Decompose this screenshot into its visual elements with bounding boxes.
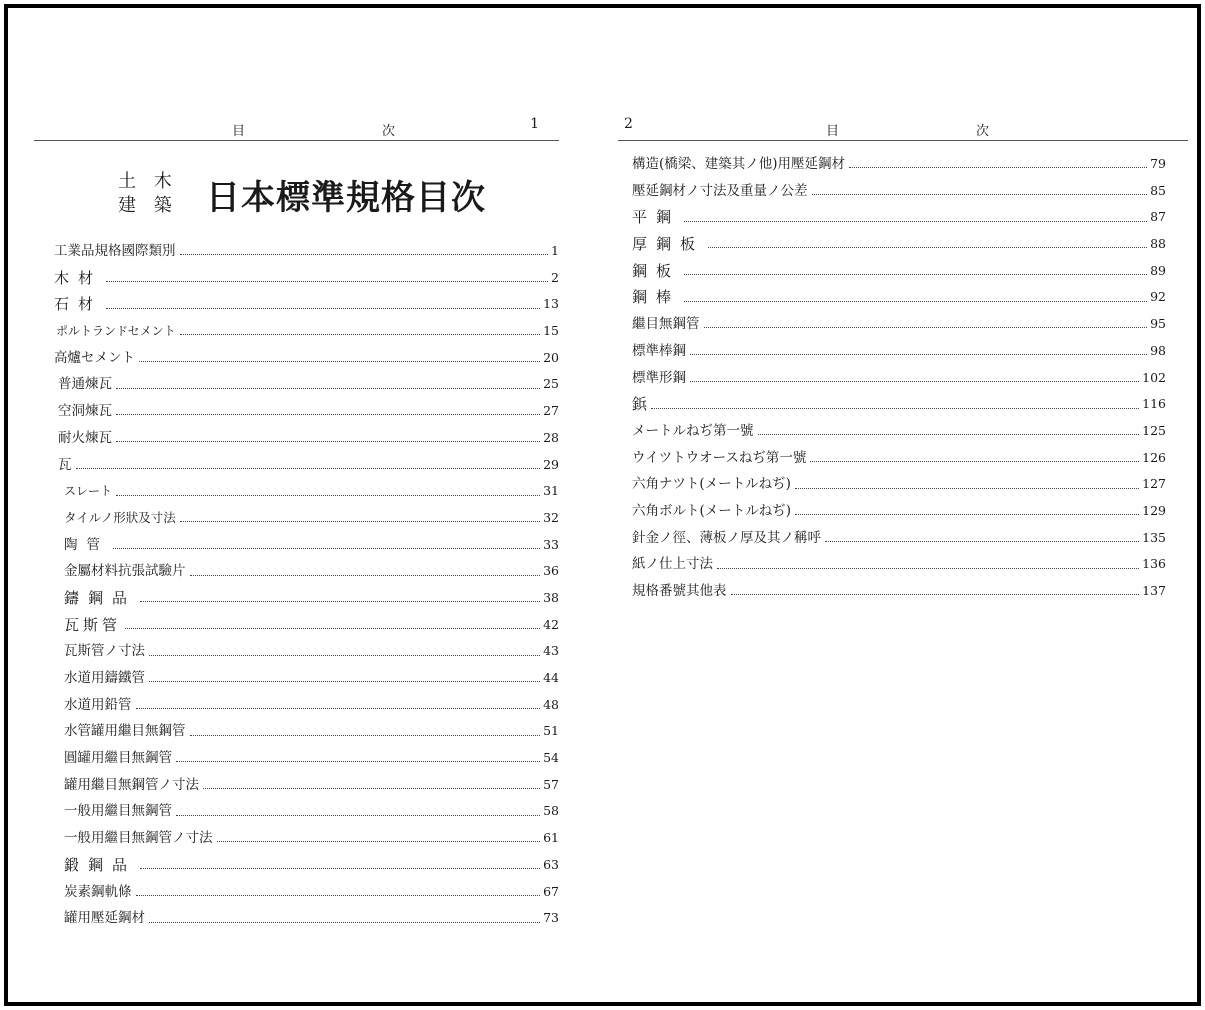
- left-page: [34, 8, 559, 998]
- toc-entry[interactable]: 壓延鋼材ノ寸法及重量ノ公差 85: [632, 182, 1166, 199]
- toc-entry[interactable]: 水管罐用繼目無鋼管 51: [64, 723, 559, 740]
- toc-entry[interactable]: 空洞煉瓦 27: [58, 403, 559, 420]
- page-title: 日本標準規格目次: [206, 178, 486, 218]
- right-page: [618, 8, 1188, 998]
- running-header-title: 目 次: [826, 124, 992, 139]
- toc-entry[interactable]: 針金ノ徑、薄板ノ厚及其ノ稱呼 135: [632, 529, 1166, 546]
- toc-list-left: [34, 238, 559, 932]
- toc-entry[interactable]: ウイツトウオースねぢ第一號 126: [632, 449, 1166, 466]
- toc-entry[interactable]: 構造(橋梁、建築其ノ他)用壓延鋼材 79: [632, 156, 1166, 172]
- toc-entry[interactable]: 瓦 29: [58, 456, 559, 473]
- toc-entry[interactable]: 耐火煉瓦 28: [58, 429, 559, 446]
- book-spread: [4, 4, 1201, 1006]
- page-number: 1: [530, 116, 539, 132]
- toc-entry[interactable]: 罐用壓延鋼材 73: [64, 910, 559, 927]
- toc-entry[interactable]: 金屬材料抗張試驗片 36: [64, 563, 559, 580]
- toc-entry[interactable]: 厚鋼板 88: [632, 235, 1166, 254]
- toc-entry[interactable]: 六角ナツト(メートルねぢ) 127: [632, 476, 1166, 493]
- toc-entry[interactable]: 木材 2: [54, 268, 559, 287]
- title-category-line1: 土 木: [118, 171, 178, 192]
- toc-entry[interactable]: 紙ノ仕上寸法 136: [632, 556, 1166, 573]
- toc-entry[interactable]: 鋼棒 92: [632, 288, 1166, 307]
- toc-entry[interactable]: 瓦斯管ノ寸法 43: [64, 643, 559, 660]
- title-category: [118, 170, 184, 218]
- toc-entry[interactable]: 陶管 33: [64, 536, 559, 553]
- toc-entry[interactable]: 水道用鉛管 48: [64, 696, 559, 713]
- toc-entry[interactable]: 標準形鋼 102: [632, 369, 1166, 386]
- toc-entry[interactable]: タイルノ形狀及寸法 32: [64, 509, 559, 525]
- page-number: 2: [624, 116, 633, 132]
- toc-entry[interactable]: 繼目無鋼管 95: [632, 316, 1166, 333]
- right-page-header: [618, 112, 1188, 141]
- toc-entry[interactable]: 炭素鋼軌條 67: [64, 883, 559, 900]
- toc-list-right: [618, 151, 1166, 605]
- title-category-line2: 建 築: [118, 195, 178, 216]
- toc-entry[interactable]: 一般用繼目無鋼管 58: [64, 803, 559, 820]
- toc-entry[interactable]: 一般用繼目無鋼管ノ寸法 61: [64, 830, 559, 847]
- toc-entry[interactable]: 水道用鑄鐵管 44: [64, 670, 559, 686]
- toc-entry[interactable]: 工業品規格國際類別 1: [54, 243, 559, 259]
- toc-entry[interactable]: 鍛鋼品 63: [64, 855, 559, 874]
- toc-entry[interactable]: 瓦斯管 42: [64, 615, 559, 634]
- toc-entry[interactable]: 鑄鋼品 38: [64, 588, 559, 607]
- toc-entry[interactable]: 普通煉瓦 25: [58, 376, 559, 393]
- toc-entry[interactable]: 六角ボルト(メートルねぢ) 129: [632, 502, 1166, 519]
- toc-entry[interactable]: スレート 31: [64, 483, 559, 499]
- toc-entry[interactable]: 罐用繼目無鋼管ノ寸法 57: [64, 776, 559, 793]
- running-header-title: 目 次: [232, 124, 398, 139]
- toc-entry[interactable]: 標準棒鋼 98: [632, 342, 1166, 359]
- toc-entry[interactable]: 鋼板 89: [632, 261, 1166, 280]
- left-page-header: [34, 112, 559, 141]
- toc-entry[interactable]: 高爐セメント 20: [54, 349, 559, 366]
- toc-entry[interactable]: 鋲 116: [632, 395, 1166, 414]
- toc-entry[interactable]: 平鋼 87: [632, 208, 1166, 227]
- toc-entry[interactable]: メートルねぢ第一號 125: [632, 422, 1166, 439]
- toc-entry[interactable]: 規格番號其他表 137: [632, 583, 1166, 599]
- toc-entry[interactable]: 石材 13: [54, 295, 559, 314]
- toc-entry[interactable]: 圓罐用繼目無鋼管 54: [64, 750, 559, 767]
- toc-entry[interactable]: ポルトランドセメント 15: [56, 323, 559, 339]
